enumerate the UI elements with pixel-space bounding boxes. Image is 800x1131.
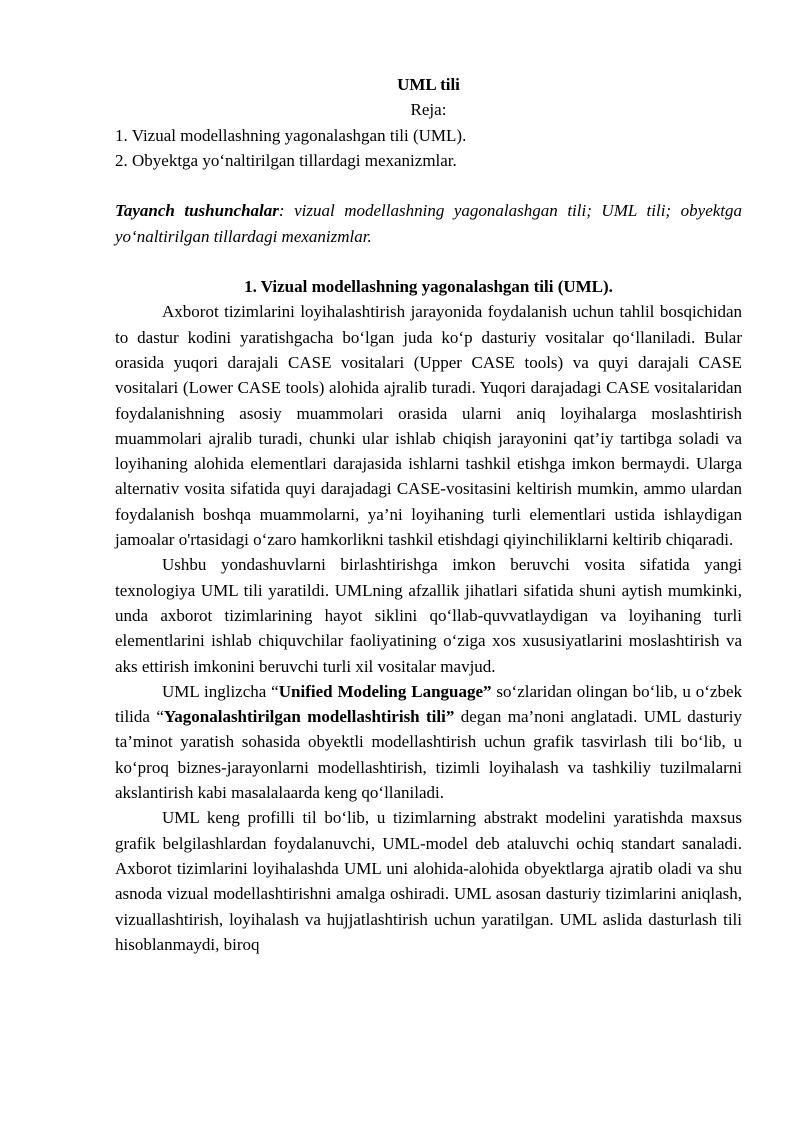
document-title: UML tili bbox=[397, 75, 460, 94]
paragraph-3-text-e: degan ma’noni anglatadi. UML dasturiy ta’minot yaratish sohasida obyektli modellashtirish uchun grafik tasvirlash tili bo‘lib, u ko‘proq biznes-jarayonlarni modellashtirish, tizimli loyihalash va tashkiliy tuzilmalarni akslantirish kabi masalalaarda keng qo‘llaniladi. bbox=[115, 707, 743, 803]
term-uzbek: Yagonalashtirilgan modellashtirish tili” bbox=[163, 707, 455, 727]
plan-item-1: 1. Vizual modellashning yagonalashgan tili (UML). bbox=[115, 125, 467, 145]
section-title: 1. Vizual modellashning yagonalashgan tili (UML). bbox=[244, 277, 613, 297]
document-page bbox=[115, 72, 742, 957]
term-english: Unified Modeling Language” bbox=[278, 681, 492, 701]
paragraph-3-text-c: so‘zlaridan olingan bo‘lib, u o‘zbek tilida “ bbox=[115, 681, 742, 727]
keywords-paragraph bbox=[115, 198, 742, 249]
spacer bbox=[115, 173, 742, 198]
paragraph-2: Ushbu yondashuvlarni birlashtirishga imkon beruvchi vosita sifatida yangi texnologiya UML tili yaratildi. UMLning afzallik jihatlari sifatida shuni aytish mumkinki, unda axborot tizimlarining hayot siklini qo‘llab-quvvatlaydigan va loyihaning turli elementlarini ishlab chiquvchilar faoliyatining o‘ziga xos xususiyatlarini moslashtirish va aks ettirish imkonini beruvchi turli xil vositalar mavjud. bbox=[115, 555, 742, 676]
paragraph-4: UML keng profilli til bo‘lib, u tizimlarning abstrakt modelini yaratishda maxsus grafik belgilashlardan foydalanuvchi, UML-model deb ataluvchi ochiq standart sanaladi. Axborot tizimlarini loyihalashda UML uni alohida-alohida obyektlarga ajratib oladi va shu asnoda vizual modellashtirishni amalga oshiradi. UML asosan dasturiy tizimlarini aniqlash, vizuallashtirish, loyihalash va hujjatlashtirish uchun yaratilgan. UML aslida dasturlash tili hisoblanmaydi, biroq bbox=[115, 808, 742, 954]
plan-heading: Reja: bbox=[410, 100, 447, 120]
keywords-label: Tayanch tushunchalar bbox=[115, 201, 279, 221]
paragraph-3 bbox=[115, 679, 742, 805]
plan-item-2: 2. Obyektga yo‘naltirilgan tillardagi mexanizmlar. bbox=[115, 150, 457, 170]
spacer bbox=[115, 249, 742, 266]
paragraph-1: Axborot tizimlarini loyihalashtirish jarayonida foydalanish uchun tahlil bosqichidan to dastur kodini yaratishgacha bo‘lgan juda ko‘p dasturiy vositalar qo‘llaniladi. Bular orasida yuqori darajali CASE vositalari (Upper CASE tools) va quyi darajali CASE vositalari (Lower CASE tools) alohida ajralib turadi. Yuqori darajadagi CASE vositalaridan foydalanishning asosiy muammolari orasida ularni aniq loyihalarga moslashtirish muammolari ajralib turadi, chunki ular ishlab chiqish jarayonini qat’iy tartibga soladi va loyihaning alohida elementlari darajasida ishlarni tashkil etishga imkon bermaydi. Ularga alternativ vosita sifatida quyi darajadagi CASE-vositasini keltirish mumkin, ammo ulardan foydalanish boshqa muammolarni, ya’ni loyihaning turli elementlari ustida ishlaydigan jamoalar o'rtasidagi o‘zaro hamkorlikni tashkil etishdagi qiyinchiliklarni keltirib chiqaradi. bbox=[115, 302, 742, 550]
paragraph-3-text-a: UML inglizcha “ bbox=[162, 681, 279, 701]
keywords-text: : vizual modellashning yagonalashgan tili; UML tili; obyektga yo‘naltirilgan tillardagi mexanizmlar. bbox=[115, 201, 743, 246]
